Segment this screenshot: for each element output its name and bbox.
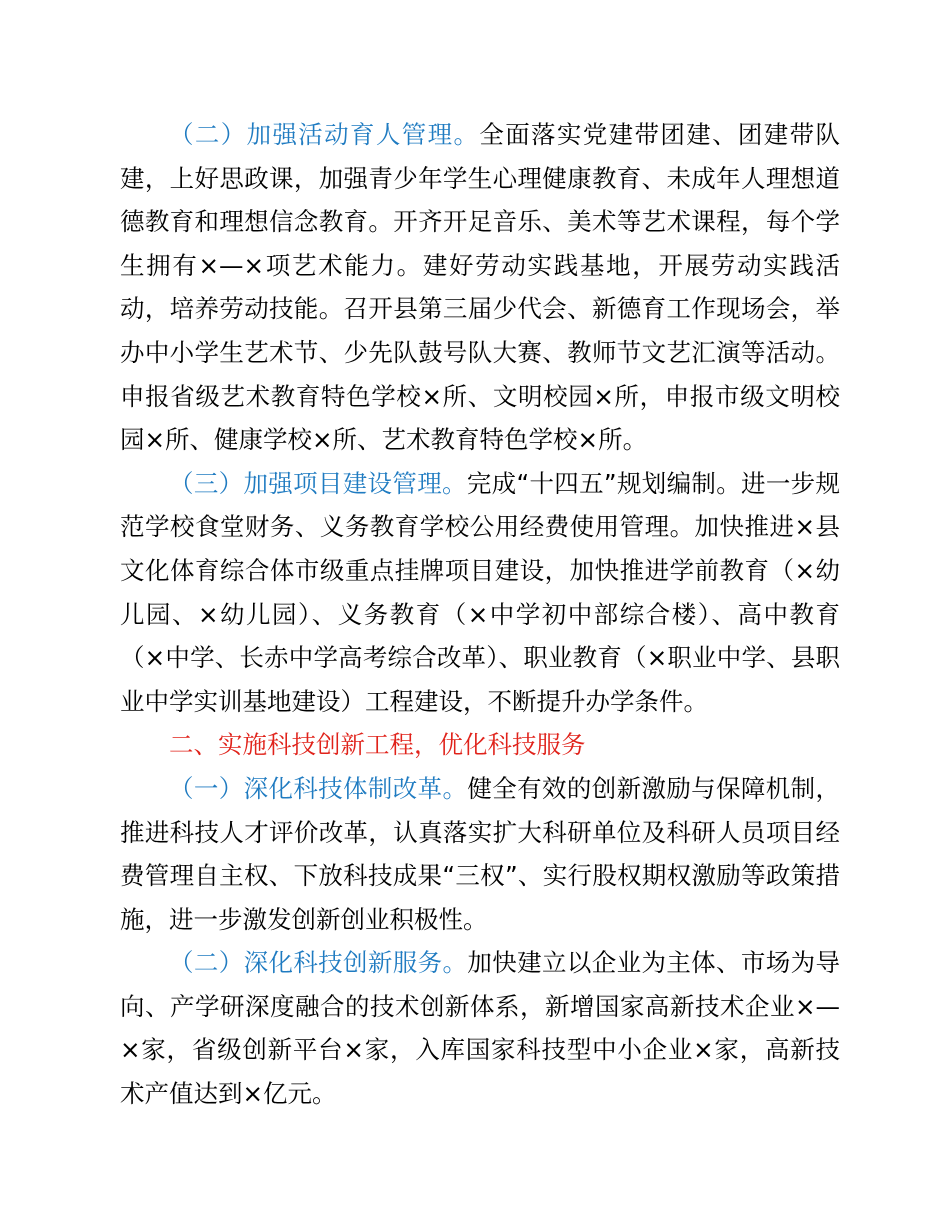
paragraph-activity-education: [120, 113, 840, 462]
section-heading-tech-innovation: 二、实施科技创新工程，优化科技服务: [169, 730, 586, 760]
subheading-tech-service: （二）深化科技创新服务。: [169, 948, 468, 978]
subheading-tech-reform: （一）深化科技体制改革。: [169, 773, 468, 803]
paragraph-project-construction: [120, 462, 840, 724]
paragraph-tech-reform: [120, 767, 840, 941]
paragraph-tech-service: [120, 941, 840, 1115]
body-tech-service: 加快建立以企业为主体、市场为导向、产学研深度融合的技术创新体系，新增国家高新技术企业×—×家，省级创新平台×家，入库国家科技型中小企业×家，高新技术产值达到×亿元。: [120, 948, 841, 1109]
subheading-activity-education: （二）加强活动育人管理。: [169, 120, 480, 149]
subheading-project-construction: （三）加强项目建设管理。: [169, 468, 467, 498]
body-activity-education: 全面落实党建带团建、团建带队建，上好思政课，加强青少年学生心理健康教育、未成年人理想道德教育和理想信念教育。开齐开足音乐、美术等艺术课程，每个学生拥有×—×项艺术能力。建好劳动实践基地，开展劳动实践活动，培养劳动技能。召开县第三届少代会、新德育工作现场会，举办中小学生艺术节、少先队鼓号队大赛、教师节文艺汇演等活动。申报省级艺术教育特色学校×所、文明校园×所，申报市级文明校园×所、健康学校×所、艺术教育特色学校×所。: [120, 120, 841, 455]
body-tech-reform: 健全有效的创新激励与保障机制，推进科技人才评价改革，认真落实扩大科研单位及科研人员项目经费管理自主权、下放科技成果“三权”、实行股权期权激励等政策措施，进一步激发创新创业积极性。: [120, 773, 841, 934]
body-project-construction: 完成“十四五”规划编制。进一步规范学校食堂财务、义务教育学校公用经费使用管理。加快推进×县文化体育综合体市级重点挂牌项目建设，加快推进学前教育（×幼儿园、×幼儿园）、义务教育（×中学初中部综合楼）、高中教育（×中学、长赤中学高考综合改革）、职业教育（×职业中学、县职业中学实训基地建设）工程建设，不断提升办学条件。: [120, 468, 840, 716]
document-page: [120, 113, 840, 1116]
